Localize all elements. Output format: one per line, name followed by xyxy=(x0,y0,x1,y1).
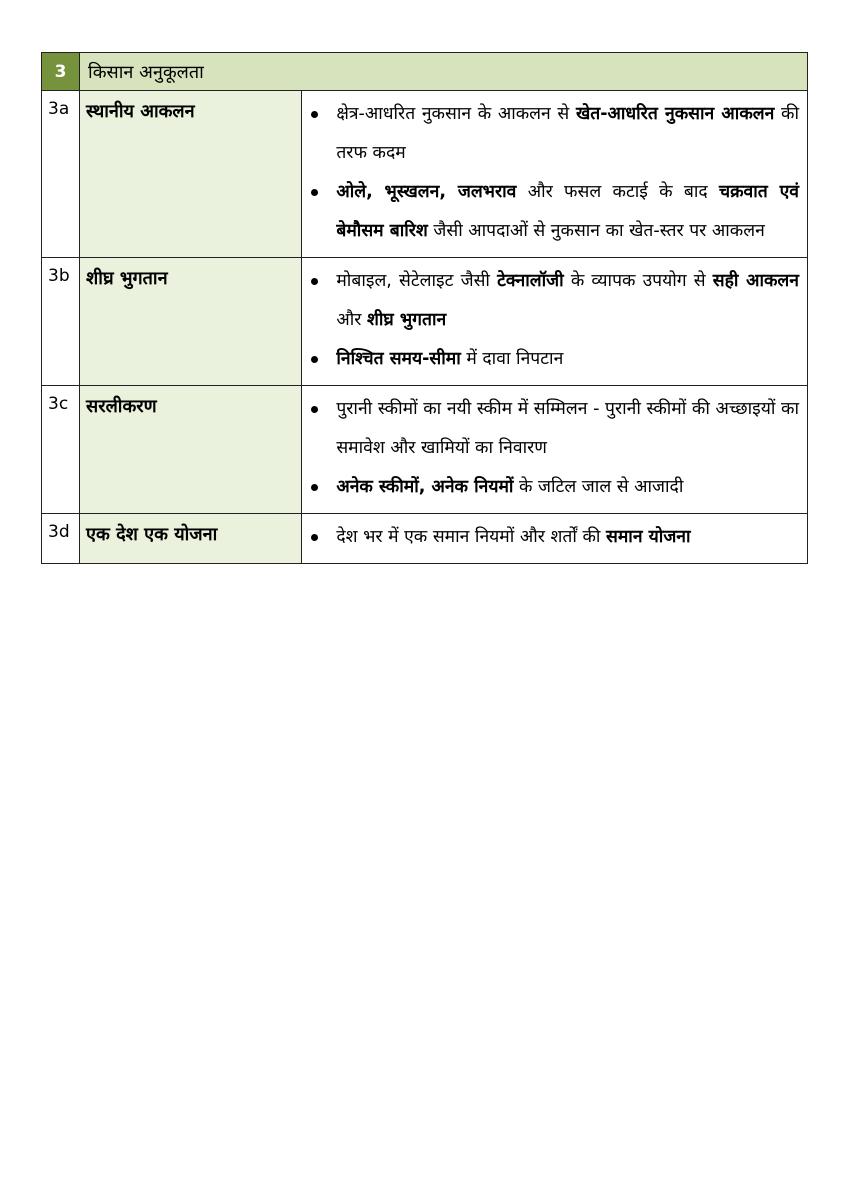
text-segment: देश भर में एक समान नियमों और शर्तों की xyxy=(336,527,606,547)
bullet-item xyxy=(308,340,799,379)
bold-text: ओले, भूस्खलन, जलभराव xyxy=(336,182,517,202)
bold-text: सही आकलन xyxy=(712,271,799,291)
section-title: किसान अनुकूलता xyxy=(80,53,808,91)
text-segment: पुरानी स्कीमों का नयी स्कीम में सम्मिलन - पुरानी स्कीमों की अच्छाइयों का समावेश और खामियों का निवारण xyxy=(336,399,799,458)
bullet-item xyxy=(308,173,799,251)
text-segment: मोबाइल, सेटेलाइट जैसी xyxy=(336,271,498,291)
section-number: 3 xyxy=(42,53,80,91)
bullet-item xyxy=(308,262,799,340)
row-title: एक देश एक योजना xyxy=(80,514,302,564)
row-title: शीघ्र भुगतान xyxy=(80,258,302,386)
text-segment: की तरफ कदम xyxy=(336,104,799,163)
row-description xyxy=(302,386,808,514)
row-number: 3d xyxy=(42,514,80,564)
text-segment: क्षेत्र-आधरित नुकसान के आकलन से xyxy=(336,104,576,124)
row-description xyxy=(302,258,808,386)
bold-text: निश्चित समय-सीमा xyxy=(336,349,461,369)
bullet-list xyxy=(308,262,799,379)
table-body xyxy=(42,53,808,564)
row-number: 3a xyxy=(42,91,80,258)
bold-text: टेक्नालॉजी xyxy=(497,271,564,291)
text-segment: और xyxy=(336,310,367,330)
bold-text: चक्रवात एवं बेमौसम बारिश xyxy=(336,182,799,241)
bullet-item xyxy=(308,390,799,468)
text-segment: के व्यापक उपयोग से xyxy=(563,271,713,291)
text-segment: के जटिल जाल से आजादी xyxy=(513,477,684,497)
bold-text: अनेक स्कीमों, अनेक नियमों xyxy=(336,477,514,497)
bullet-item xyxy=(308,95,799,173)
bullet-list xyxy=(308,518,799,557)
bullet-list xyxy=(308,95,799,251)
row-number: 3b xyxy=(42,258,80,386)
row-number: 3c xyxy=(42,386,80,514)
row-title: स्थानीय आकलन xyxy=(80,91,302,258)
bullet-item xyxy=(308,518,799,557)
bold-text: समान योजना xyxy=(606,527,691,547)
row-description xyxy=(302,91,808,258)
table-row xyxy=(42,386,808,514)
table-row xyxy=(42,258,808,386)
bullet-list xyxy=(308,390,799,507)
section-header-row xyxy=(42,53,808,91)
row-description xyxy=(302,514,808,564)
bold-text: शीघ्र भुगतान xyxy=(366,310,447,330)
bullet-item xyxy=(308,468,799,507)
text-segment: जैसी आपदाओं से नुकसान का खेत-स्तर पर आकलन xyxy=(427,221,765,241)
table-row xyxy=(42,514,808,564)
bold-text: खेत-आधरित नुकसान आकलन xyxy=(575,104,775,124)
scheme-feature-table xyxy=(41,52,808,564)
text-segment: और फसल कटाई के बाद xyxy=(516,182,719,202)
table-row xyxy=(42,91,808,258)
text-segment: में दावा निपटान xyxy=(460,349,564,369)
row-title: सरलीकरण xyxy=(80,386,302,514)
